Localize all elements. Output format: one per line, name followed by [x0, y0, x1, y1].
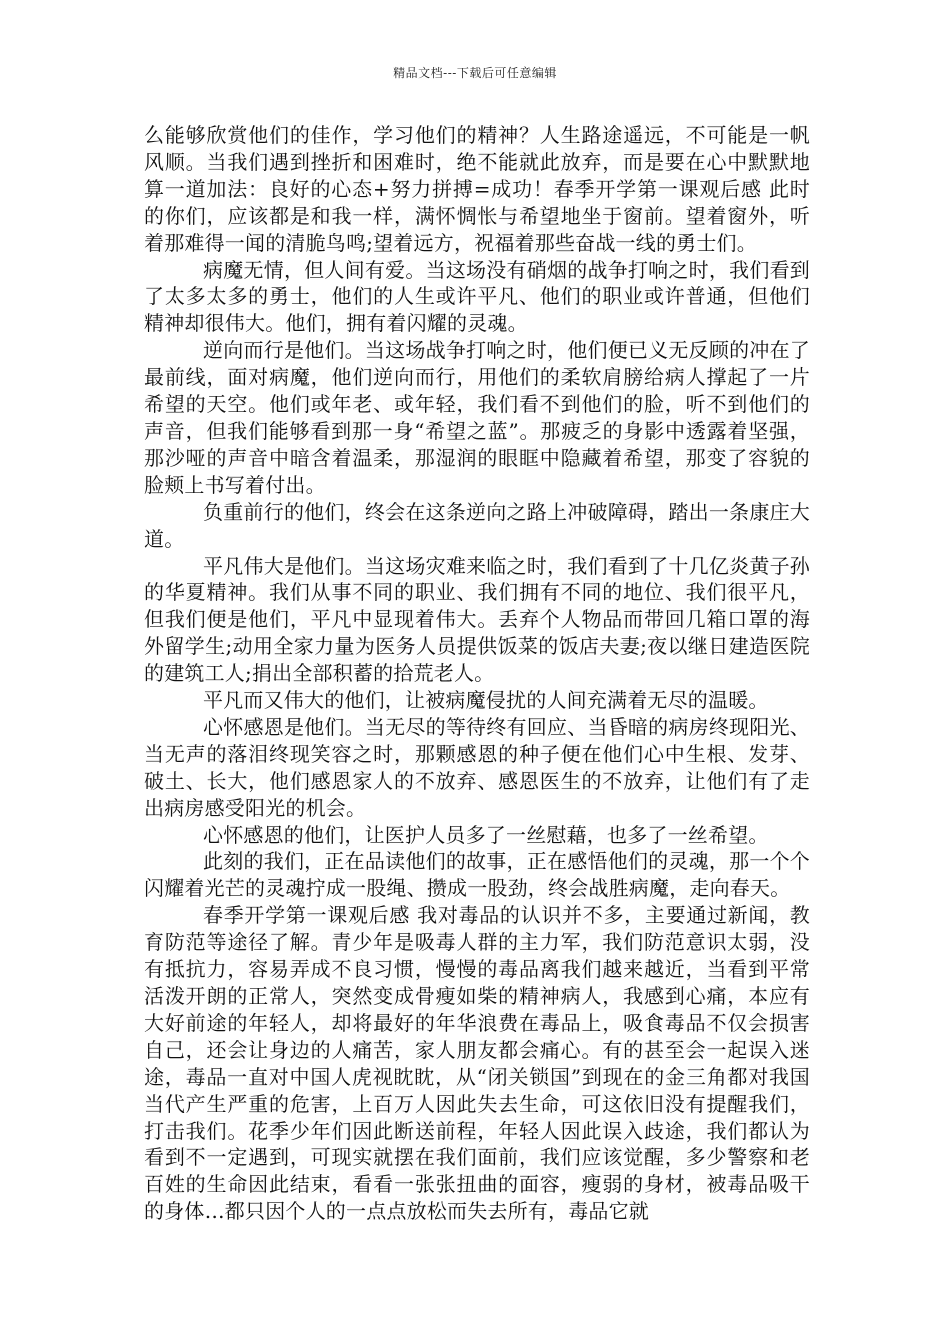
- paragraph: 此刻的我们，正在品读他们的故事，正在感悟他们的灵魂，那一个个闪耀着光芒的灵魂拧成一股绳、攒成一股劲，终会战胜病魔，走向春天。: [144, 849, 810, 901]
- paragraph: 病魔无情，但人间有爱。当这场没有硝烟的战争打响之时，我们看到了太多太多的勇士，他们的人生或许平凡、他们的职业或许普通，但他们精神却很伟大。他们，拥有着闪耀的灵魂。: [144, 257, 810, 336]
- paragraph: 心怀感恩是他们。当无尽的等待终有回应、当昏暗的病房终现阳光、当无声的落泪终现笑容之时，那颗感恩的种子便在他们心中生根、发芽、破土、长大，他们感恩家人的不放弃、感恩医生的不放弃，让他们有了走出病房感受阳光的机会。: [144, 714, 810, 820]
- paragraph: 逆向而行是他们。当这场战争打响之时，他们便已义无反顾的冲在了最前线，面对病魔，他们逆向而行，用他们的柔软肩膀给病人撑起了一片希望的天空。他们或年老、或年轻，我们看不到他们的脸，听不到他们的声音，但我们能够看到那一身“希望之蓝”。那疲乏的身影中透露着坚强，那沙哑的声音中暗含着温柔，那湿润的眼眶中隐藏着希望，那变了容貌的脸颊上书写着付出。: [144, 338, 810, 497]
- paragraph: 负重前行的他们，终会在这条逆向之路上冲破障碍，踏出一条康庄大道。: [144, 499, 810, 551]
- page-header: 精品文档---下载后可任意编辑: [393, 66, 557, 80]
- paragraph: 么能够欣赏他们的佳作，学习他们的精神？人生路途遥远，不可能是一帆风顺。当我们遇到挫折和困难时，绝不能就此放弃，而是要在心中默默地算一道加法：良好的心态+努力拼搏=成功！春季开学第一课观后感 此时的你们，应该都是和我一样，满怀惆怅与希望地坐于窗前。望着窗外，听着那难得一闻的清脆鸟鸣;望着远方，祝福着那些奋战一线的勇士们。: [144, 123, 810, 255]
- paragraph: 平凡而又伟大的他们，让被病魔侵扰的人间充满着无尽的温暖。: [203, 688, 769, 713]
- paragraph: 春季开学第一课观后感 我对毒品的认识并不多，主要通过新闻，教育防范等途径了解。青少年是吸毒人群的主力军，我们防范意识太弱，没有抵抗力，容易弄成不良习惯，慢慢的毒品离我们越来越近，当看到平常活泼开朗的正常人，突然变成骨瘦如柴的精神病人，我感到心痛，本应有大好前途的年轻人，却将最好的年华浪费在毒品上，吸食毒品不仅会损害自己，还会让身边的人痛苦，家人朋友都会痛心。有的甚至会一起误入迷途，毒品一直对中国人虎视眈眈，从“闭关锁国”到现在的金三角都对我国当代产生严重的危害，上百万人因此失去生命，可这依旧没有提醒我们，打击我们。花季少年们因此断送前程，年轻人因此误入歧途，我们都认为看到不一定遇到，可现实就摆在我们面前，我们应该觉醒，多少警察和老百姓的生命因此结束，看看一张张扭曲的面容，瘦弱的身材，被毒品吸干的身体…都只因个人的一点点放松而失去所有，毒品它就: [144, 903, 810, 1224]
- paragraph: 平凡伟大是他们。当这场灾难来临之时，我们看到了十几亿炎黄子孙的华夏精神。我们从事不同的职业、我们拥有不同的地位、我们很平凡，但我们便是他们，平凡中显现着伟大。丢弃个人物品而带回几箱口罩的海外留学生;动用全家力量为医务人员提供饭菜的饭店夫妻;夜以继日建造医院的建筑工人;捐出全部积蓄的拾荒老人。: [144, 553, 810, 686]
- paragraph: 心怀感恩的他们，让医护人员多了一丝慰藉，也多了一丝希望。: [203, 822, 769, 847]
- document-body: [144, 122, 810, 1225]
